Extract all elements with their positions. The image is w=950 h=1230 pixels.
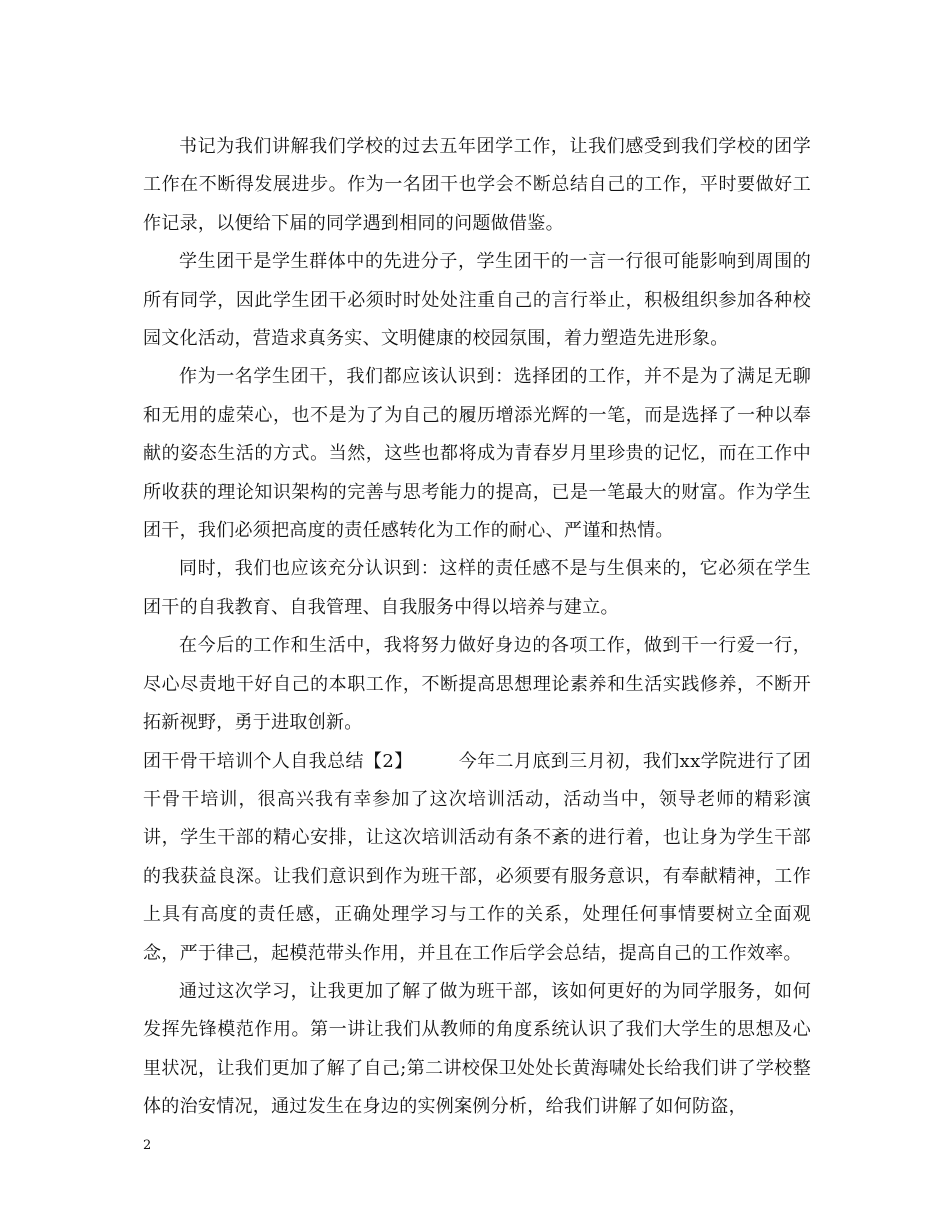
document-body — [143, 128, 811, 1127]
page-number: 2 — [143, 1138, 152, 1153]
section-text: 今年二月底到三月初，我们xx学院进行了团干骨干培训，很高兴我有幸参加了这次培训活动，活动当中，领导老师的精彩演讲，学生干部的精心安排，让这次培训活动有条不紊的进行着，也让身为学生干部的我获益良深。让我们意识到作为班干部，必须要有服务意识，有奉献精神，工作上具有高度的责任感，正确处理学习与工作的关系，处理任何事情要树立全面观念，严于律己，起模范带头作用，并且在工作后学会总结，提高自己的工作效率。 — [143, 750, 811, 964]
paragraph-1: 书记为我们讲解我们学校的过去五年团学工作，让我们感受到我们学校的团学工作在不断得发展进步。作为一名团干也学会不断总结自己的工作，平时要做好工作记录，以便给下届的同学遇到相同的问题做借鉴。 — [143, 136, 811, 234]
paragraph-5: 在今后的工作和生活中，我将努力做好身边的各项工作，做到干一行爱一行，尽心尽责地干好自己的本职工作，不断提高思想理论素养和生活实践修养，不断开拓新视野，勇于进取创新。 — [143, 635, 811, 734]
paragraph-2: 学生团干是学生群体中的先进分子，学生团干的一言一行很可能影响到周围的所有同学，因此学生团干必须时时处处注重自己的言行举止，积极组织参加各种校园文化活动，营造求真务实、文明健康的校园氛围，着力塑造先进形象。 — [143, 251, 811, 350]
section-heading: 团干骨干培训个人自我总结【2】 — [143, 750, 413, 772]
paragraph-final: 通过这次学习，让我更加了解了做为班干部，该如何更好的为同学服务，如何发挥先锋模范作用。第一讲让我们从教师的角度系统认识了我们大学生的思想及心里状况，让我们更加了解了自己;第二讲校保卫处处长黄海啸处长给我们讲了学校整体的治安情况，通过发生在身边的实例案例分析，给我们讲解了如何防盗， — [143, 980, 811, 1118]
section-paragraph — [143, 743, 811, 973]
paragraph-4: 同时，我们也应该充分认识到：这样的责任感不是与生俱来的，它必须在学生团干的自我教育、自我管理、自我服务中得以培养与建立。 — [143, 558, 811, 618]
paragraph-3: 作为一名学生团干，我们都应该认识到：选择团的工作，并不是为了满足无聊和无用的虚荣心，也不是为了为自己的履历增添光辉的一笔，而是选择了一种以奉献的姿态生活的方式。当然，这些也都将成为青春岁月里珍贵的记忆，而在工作中所收获的理论知识架构的完善与思考能力的提高，已是一笔最大的财富。作为学生团干，我们必须把高度的责任感转化为工作的耐心、严谨和热情。 — [143, 366, 811, 542]
